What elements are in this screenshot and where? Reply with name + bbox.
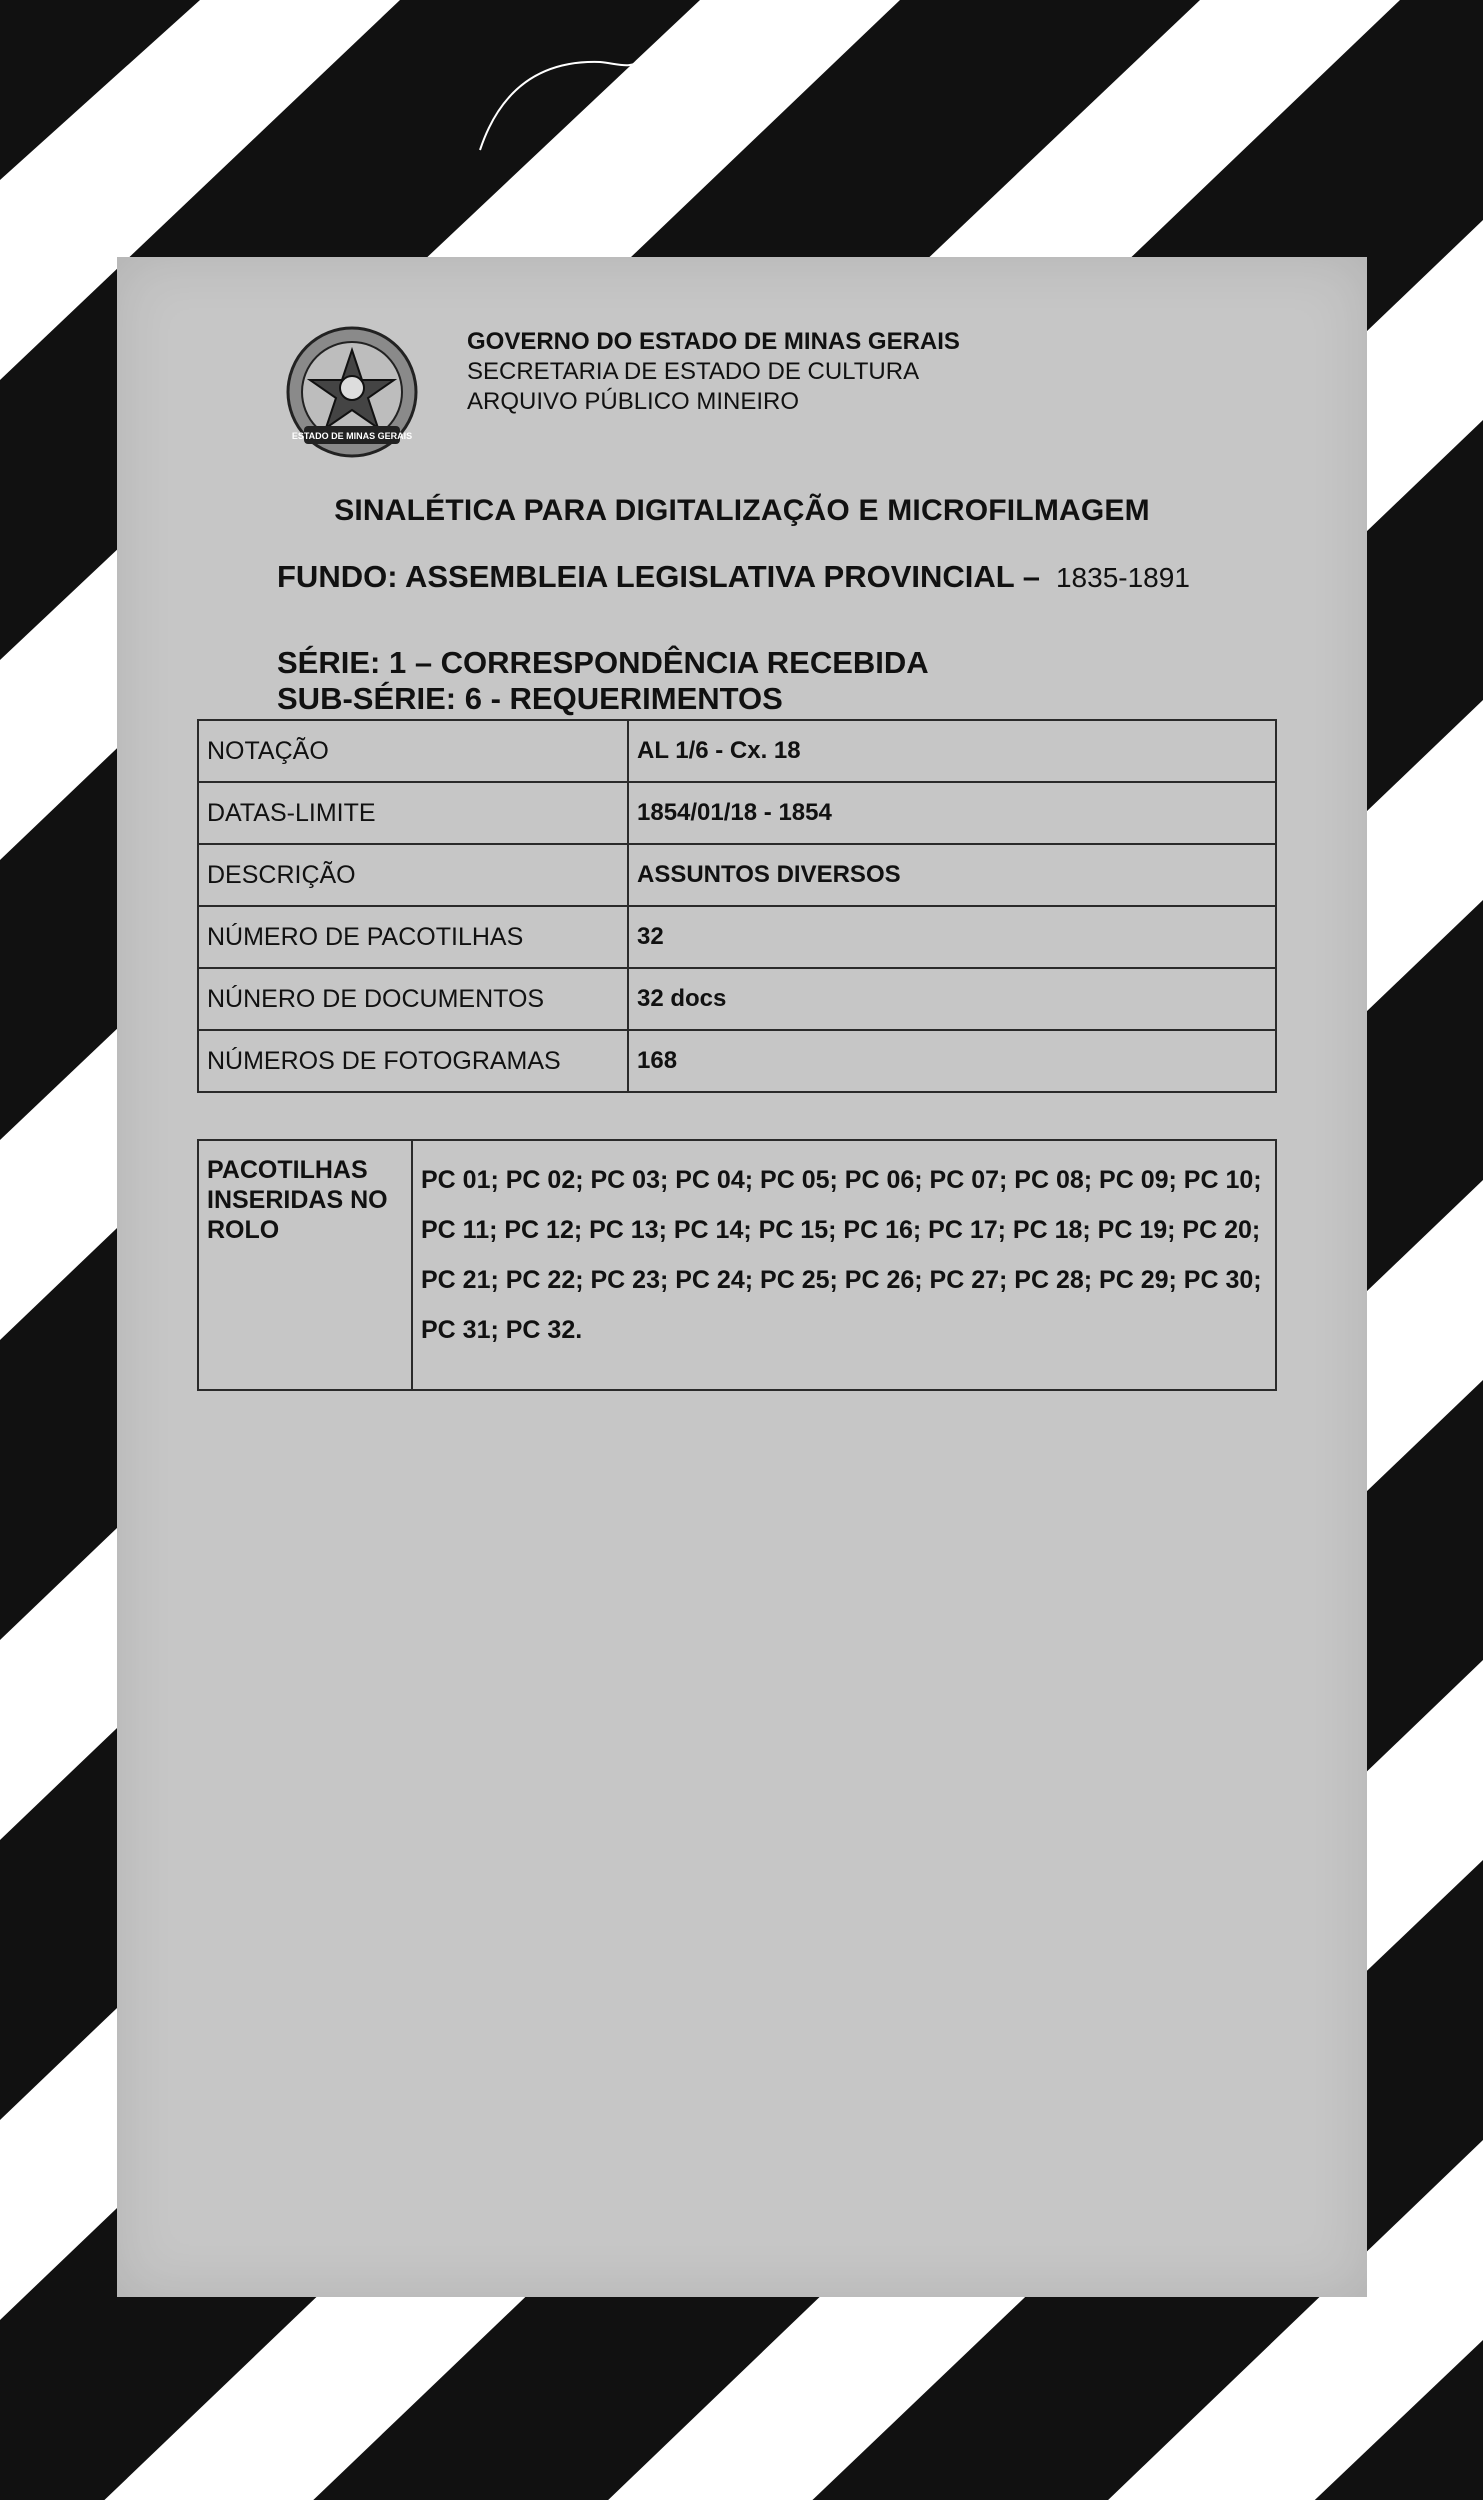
archive-name: ARQUIVO PÚBLICO MINEIRO: [467, 388, 800, 415]
row-value: AL 1/6 - Cx. 18: [628, 720, 1276, 782]
row-label: NÚMERO DE PACOTILHAS: [198, 906, 628, 968]
pacotilhas-label: [198, 1140, 412, 1390]
table-row: [198, 844, 1276, 906]
pacotilhas-label-line: PACOTILHAS: [207, 1156, 368, 1184]
row-value: 32 docs: [628, 968, 1276, 1030]
table-row: [198, 906, 1276, 968]
pacotilhas-line: PC 11; PC 12; PC 13; PC 14; PC 15; PC 16; PC 17; PC 18; PC 19; PC 20;: [421, 1216, 1261, 1244]
row-value: ASSUNTOS DIVERSOS: [628, 844, 1276, 906]
serie-line: SÉRIE: 1 – CORRESPONDÊNCIA RECEBIDA: [277, 645, 929, 680]
pacotilhas-line: PC 21; PC 22; PC 23; PC 24; PC 25; PC 26; PC 27; PC 28; PC 29; PC 30;: [421, 1266, 1262, 1294]
row-label: DESCRIÇÃO: [198, 844, 628, 906]
secretariat-name: SECRETARIA DE ESTADO DE CULTURA: [467, 358, 920, 385]
series-block: [277, 645, 929, 717]
fundo-label: FUNDO: ASSEMBLEIA LEGISLATIVA PROVINCIAL –: [277, 559, 1040, 594]
pacotilhas-list: [412, 1140, 1276, 1390]
state-coat-of-arms-icon: [282, 322, 422, 462]
row-label: NÚMEROS DE FOTOGRAMAS: [198, 1030, 628, 1092]
metadata-table: [197, 719, 1277, 1093]
row-value: 32: [628, 906, 1276, 968]
pacotilhas-line: PC 01; PC 02; PC 03; PC 04; PC 05; PC 06; PC 07; PC 08; PC 09; PC 10;: [421, 1166, 1262, 1194]
row-label: NOTAÇÃO: [198, 720, 628, 782]
row-label: DATAS-LIMITE: [198, 782, 628, 844]
table-row: [198, 1030, 1276, 1092]
row-value: 1854/01/18 - 1854: [628, 782, 1276, 844]
government-name: GOVERNO DO ESTADO DE MINAS GERAIS: [467, 328, 960, 355]
svg-text:ESTADO DE MINAS GERAIS: ESTADO DE MINAS GERAIS: [291, 431, 413, 441]
document-sheet: [117, 257, 1367, 2297]
table-row: [198, 720, 1276, 782]
pacotilhas-table: [197, 1139, 1277, 1391]
fundo-line: [277, 559, 1190, 595]
table-row: [198, 782, 1276, 844]
subserie-line: SUB-SÉRIE: 6 - REQUERIMENTOS: [277, 681, 783, 716]
row-value: 168: [628, 1030, 1276, 1092]
fundo-years: 1835-1891: [1055, 562, 1190, 593]
row-label: NÚNERO DE DOCUMENTOS: [198, 968, 628, 1030]
pacotilhas-label-line: INSERIDAS NO: [207, 1186, 388, 1214]
pacotilhas-label-line: ROLO: [207, 1216, 280, 1244]
table-row: [198, 968, 1276, 1030]
pacotilhas-line: PC 31; PC 32.: [421, 1316, 583, 1344]
table-row: [198, 1140, 1276, 1390]
institution-header: [467, 327, 960, 417]
document-title: SINALÉTICA PARA DIGITALIZAÇÃO E MICROFILMAGEM: [334, 494, 1150, 527]
